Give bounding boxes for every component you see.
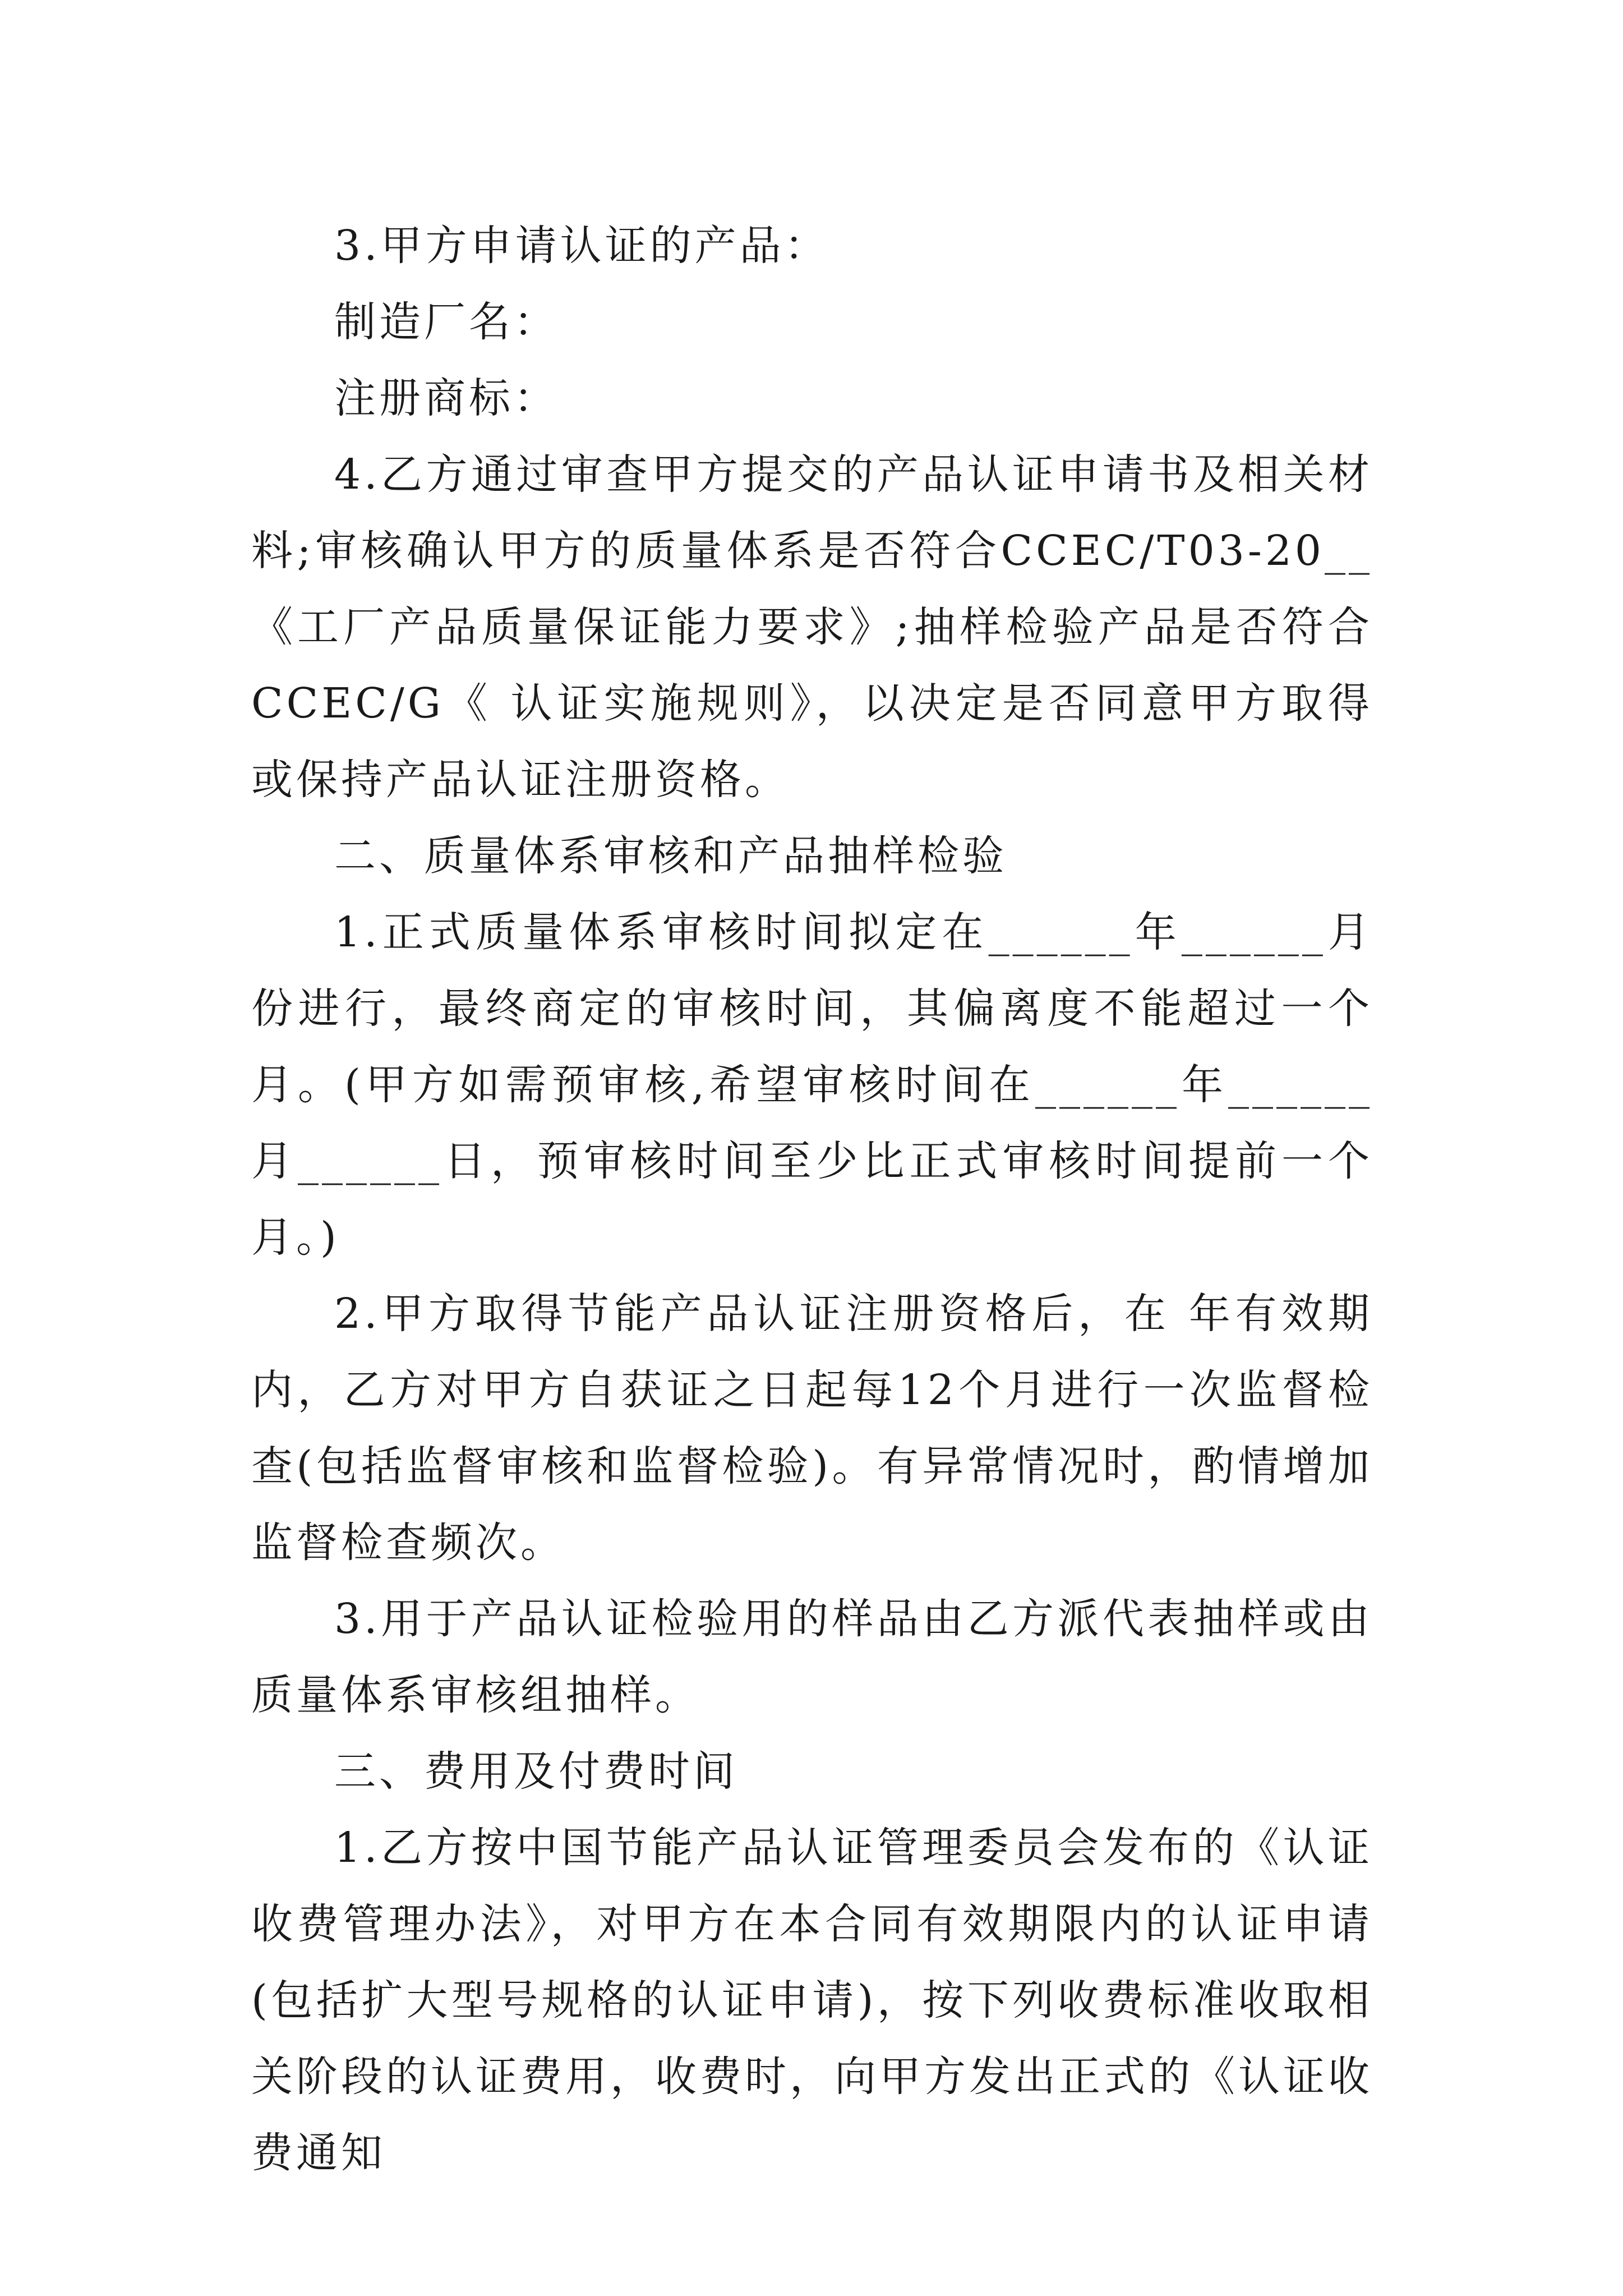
paragraph-sampling: 3.用于产品认证检验用的样品由乙方派代表抽样或由质量体系审核组抽样。 [251, 1595, 1373, 1719]
paragraph-audit-time: 1.正式质量体系审核时间拟定在______年______月份进行，最终商定的审核时间，其偏离度不能超过一个月。(甲方如需预审核,希望审核时间在______年______月______日，预审核时间至少比正式审核时间提前一个月。) [251, 908, 1373, 1262]
section-heading-2: 二、质量体系审核和产品抽样检验 [334, 832, 1007, 880]
paragraph-fees: 1.乙方按中国节能产品认证管理委员会发布的《认证收费管理办法》，对甲方在本合同有效期限内的认证申请(包括扩大型号规格的认证申请)，按下列收费标准收取相关阶段的认证费用，收费时，向甲方发出正式的《认证收费通知 [251, 1824, 1373, 2177]
paragraph-manufacturer: 制造厂名： [334, 298, 559, 346]
paragraph-product: 3.甲方申请认证的产品： [334, 222, 829, 270]
paragraph-supervision: 2.甲方取得节能产品认证注册资格后，在 年有效期内，乙方对甲方自获证之日起每12个月进行一次监督检查(包括监督审核和监督检验)。有异常情况时，酌情增加监督检查频次。 [251, 1290, 1373, 1567]
document-body [251, 208, 1373, 2191]
paragraph-review: 4.乙方通过审查甲方提交的产品认证申请书及相关材料;审核确认甲方的质量体系是否符合CCEC/T03-20__《工厂产品质量保证能力要求》;抽样检验产品是否符合CCEC/G《 认证实施规则》，以决定是否同意甲方取得或保持产品认证注册资格。 [251, 450, 1373, 804]
section-heading-3: 三、费用及付费时间 [334, 1747, 738, 1796]
paragraph-trademark: 注册商标： [334, 374, 559, 422]
